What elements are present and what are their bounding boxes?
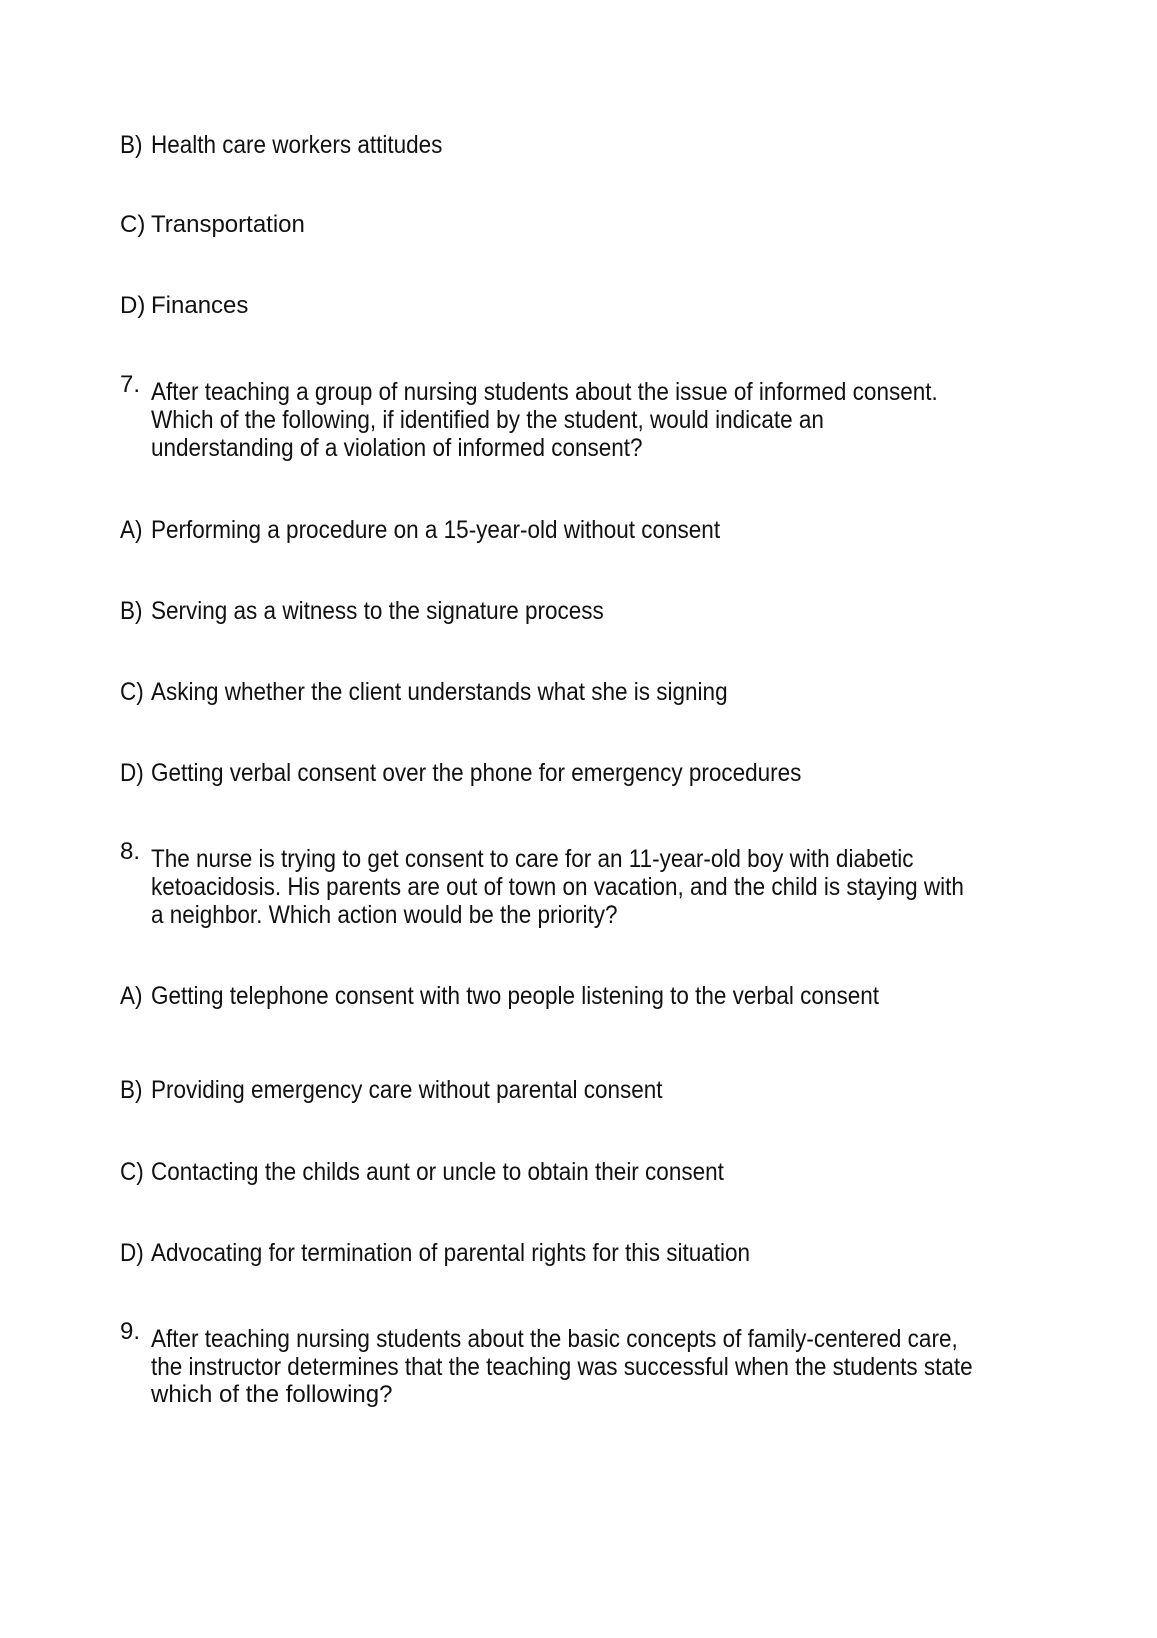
option-label: D) [120, 1239, 144, 1267]
question-text: After teaching a group of nursing students about the issue of informed consent. [151, 378, 938, 406]
question-number: 8. [120, 838, 141, 865]
option-label: C) [120, 211, 146, 238]
question-text: The nurse is trying to get consent to care for an 11-year-old boy with diabetic [151, 845, 914, 873]
option-label: B) [120, 131, 143, 159]
option-text: Getting telephone consent with two people listening to the verbal consent [151, 982, 879, 1010]
option-text: Providing emergency care without parental consent [151, 1076, 663, 1104]
option-label: C) [120, 678, 144, 706]
option-text: Getting verbal consent over the phone for emergency procedures [151, 759, 802, 787]
option-label: B) [120, 597, 143, 625]
option-text: Contacting the childs aunt or uncle to obtain their consent [151, 1158, 724, 1186]
option-text: Performing a procedure on a 15-year-old without consent [151, 516, 721, 544]
question-text: which of the following? [151, 1381, 393, 1408]
option-text: Serving as a witness to the signature process [151, 597, 604, 625]
option-text: Finances [151, 292, 249, 319]
question-text: ketoacidosis. His parents are out of town on vacation, and the child is staying with [151, 873, 964, 901]
option-label: A) [120, 982, 143, 1010]
question-text: understanding of a violation of informed consent? [151, 434, 643, 462]
option-text: Health care workers attitudes [151, 131, 443, 159]
question-text: Which of the following, if identified by the student, would indicate an [151, 406, 824, 434]
option-label: D) [120, 292, 146, 319]
option-text: Transportation [151, 211, 305, 238]
question-text: the instructor determines that the teaching was successful when the students state [151, 1353, 973, 1381]
option-label: A) [120, 516, 143, 544]
question-text: After teaching nursing students about the basic concepts of family-centered care, [151, 1325, 958, 1353]
question-text: a neighbor. Which action would be the priority? [151, 901, 618, 929]
option-text: Asking whether the client understands what she is signing [151, 678, 728, 706]
option-label: C) [120, 1158, 144, 1186]
question-number: 7. [120, 371, 141, 398]
option-text: Advocating for termination of parental rights for this situation [151, 1239, 751, 1267]
option-label: B) [120, 1076, 143, 1104]
option-label: D) [120, 759, 144, 787]
question-number: 9. [120, 1318, 141, 1345]
